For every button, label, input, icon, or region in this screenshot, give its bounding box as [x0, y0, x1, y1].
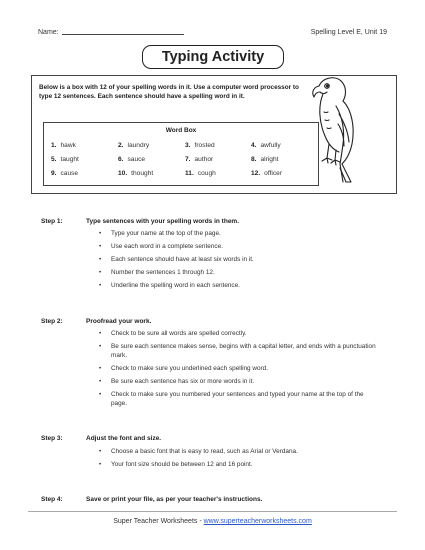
bullet-icon: • [99, 230, 102, 237]
word-item: 3. frosted [185, 142, 215, 149]
hawk-illustration [305, 72, 365, 184]
word-item: 6. sauce [118, 156, 146, 163]
step-2-title: Proofread your work. [86, 318, 152, 325]
word-item: 11. cough [185, 170, 216, 177]
step-2-bullet: Check to make sure you numbered your sentences and typed your name at the top of the page. [111, 391, 364, 408]
step-2-bullet: Be sure each sentence has six or more words in it. [111, 378, 255, 385]
bullet-icon: • [99, 378, 102, 385]
step-3-bullet: Your font size should be between 12 and 16 point. [111, 461, 253, 468]
level-label: Spelling Level E, Unit 19 [310, 29, 387, 36]
word-item: 12. officer [251, 170, 283, 177]
word-box [43, 122, 319, 186]
name-field [38, 29, 184, 36]
bullet-icon: • [99, 343, 102, 350]
word-item: 4. awfully [251, 142, 281, 149]
word-item: 2. laundry [118, 142, 150, 149]
word-item: 5. taught [51, 156, 79, 163]
page-title: Typing Activity [142, 45, 284, 69]
step-2-label: Step 2: [41, 318, 63, 325]
bullet-icon: • [99, 365, 102, 372]
name-blank-line [62, 34, 184, 35]
step-1-title: Type sentences with your spelling words in them. [86, 218, 240, 225]
bullet-icon: • [99, 391, 102, 398]
footer-text: Super Teacher Worksheets - [113, 518, 204, 525]
footer [0, 518, 425, 525]
footer-divider [28, 511, 397, 512]
word-item: 10. thought [118, 170, 154, 177]
step-1-label: Step 1: [41, 218, 63, 225]
step-3-label: Step 3: [41, 435, 63, 442]
step-3-title: Adjust the font and size. [86, 435, 162, 442]
step-1-bullet: Number the sentences 1 through 12. [111, 269, 215, 276]
bullet-icon: • [99, 256, 102, 263]
intro-text: Below is a box with 12 of your spelling words in it. Use a computer word processor to type 12 sentences. Each sentence should have a spelling word in it. [39, 84, 299, 101]
footer-link[interactable]: www.superteacherworksheets.com [203, 518, 312, 525]
step-2-bullet: Check to be sure all words are spelled correctly. [111, 330, 247, 337]
bullet-icon: • [99, 243, 102, 250]
step-2-bullet: Be sure each sentence makes sense, begins with a capital letter, and ends with a punctuation mark. [111, 343, 376, 360]
word-item: 7. author [185, 156, 214, 163]
bullet-icon: • [99, 282, 102, 289]
step-2-bullet: Check to make sure you underlined each spelling word. [111, 365, 269, 372]
word-item: 1. hawk [51, 142, 76, 149]
step-4-label: Step 4: [41, 496, 63, 503]
step-4-title: Save or print your file, as per your teacher's instructions. [86, 496, 263, 503]
step-1-bullet: Each sentence should have at least six words in it. [111, 256, 254, 263]
word-item: 8. alright [251, 156, 279, 163]
bullet-icon: • [99, 330, 102, 337]
step-1-bullet: Use each word in a complete sentence. [111, 243, 223, 250]
bullet-icon: • [99, 461, 102, 468]
name-label: Name: [38, 29, 59, 36]
step-1-bullet: Type your name at the top of the page. [111, 230, 221, 237]
bullet-icon: • [99, 269, 102, 276]
word-item: 9. cause [51, 170, 79, 177]
step-1-bullet: Underline the spelling word in each sentence. [111, 282, 240, 289]
bullet-icon: • [99, 448, 102, 455]
word-box-title: Word Box [165, 127, 197, 134]
step-3-bullet: Choose a basic font that is easy to read, such as Arial or Verdana. [111, 448, 298, 455]
